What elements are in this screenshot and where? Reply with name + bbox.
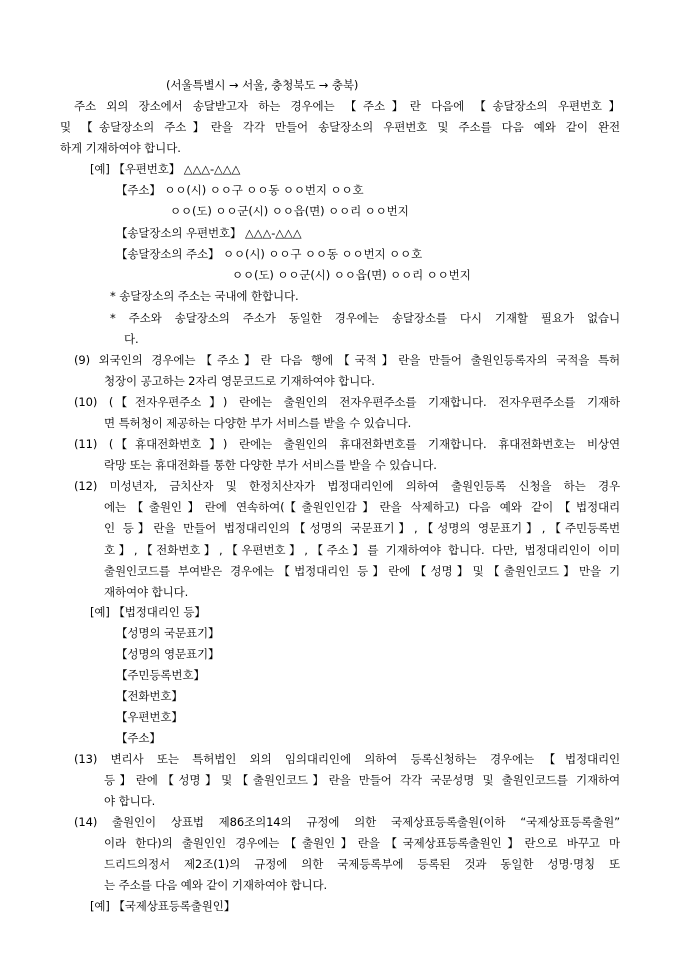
region-abbrev-note: (서울특별시 → 서울, 충청북도 → 충북) — [166, 78, 359, 92]
example-address-line: ㅇㅇ(도) ㅇㅇ군(시) ㅇㅇ읍(면) ㅇㅇ리 ㅇㅇ번지 — [170, 204, 409, 218]
example-legal-rep-heading: [예] 【법정대리인 등】 — [90, 605, 206, 619]
note-item: * 주소와 송달장소의 주소가 동일한 경우에는 송달장소를 다시 기재할 필요가 없습니 — [110, 311, 620, 325]
list-item-12: 출원인코드를 부여받은 경우에는【법정대리인 등】란에【성명】및【출원인코드】만을 기 — [104, 564, 620, 578]
list-item-14: 는 주소를 다음 예와 같이 기재하여야 합니다. — [104, 878, 328, 892]
list-item-13: 야 합니다. — [104, 794, 156, 808]
list-item-11: 락망 또는 휴대전화를 통한 다양한 부가 서비스를 받을 수 있습니다. — [104, 458, 437, 472]
list-item-14: (14) 출원인이 상표법 제86조의14의 규정에 의한 국제상표등록출원(이하 “국제상표등록출원” — [74, 815, 620, 829]
delivery-paragraph-line: 및 【송달장소의 주소】란을 각각 만들어 송달장소의 우편번호 및 주소를 다음 예와 같이 완전 — [60, 120, 620, 134]
list-item-11: (11) (【휴대전화번호】) 란에는 출원인의 휴대전화번호를 기재합니다. 휴대전화번호는 비상연 — [74, 437, 620, 451]
example-delivery-postal-code: 【송달장소의 우편번호】 △△△-△△△ — [116, 226, 302, 240]
list-item-12: 재하여야 합니다. — [104, 585, 189, 599]
list-item-12: 에는【출원인】란에 연속하여(【출원인인감】란을 삭제하고) 다음 예와 같이【법정대리 — [104, 500, 620, 514]
example-address-line: 【주소】 ㅇㅇ(시) ㅇㅇ구 ㅇㅇ동 ㅇㅇ번지 ㅇㅇ호 — [116, 183, 364, 197]
example-delivery-address-line: 【송달장소의 주소】 ㅇㅇ(시) ㅇㅇ구 ㅇㅇ동 ㅇㅇ번지 ㅇㅇ호 — [116, 247, 423, 261]
list-item-14: 드리드의정서 제2조(1)의 규정에 의한 국제등록부에 등록된 것과 동일한 성명·명칭 또 — [104, 857, 620, 871]
delivery-paragraph-line: 주소 외의 장소에서 송달받고자 하는 경우에는 【주소】란 다음에 【송달장소의 우편번호】 — [74, 99, 620, 113]
list-item-12: (12) 미성년자, 금치산자 및 한정치산자가 법정대리인에 의하여 출원인등록 신청을 하는 경우 — [74, 479, 620, 493]
list-item-12: 인 등】란을 만들어 법정대리인의【성명의 국문표기】,【성명의 영문표기】,【주민등록번 — [104, 521, 620, 535]
example-intl-applicant-heading: [예] 【국제상표등록출원인】 — [90, 899, 236, 913]
example-postal-code: [예] 【우편번호】 △△△-△△△ — [90, 162, 241, 176]
example-legal-rep-field: 【주소】 — [116, 731, 161, 745]
list-item-12: 호】,【전화번호】,【우편번호】,【주소】를 기재하여야 합니다. 다만, 법정대리인이 이미 — [104, 543, 620, 557]
list-item-9: 청장이 공고하는 2자리 영문코드로 기재하여야 합니다. — [104, 374, 375, 388]
example-legal-rep-field: 【우편번호】 — [116, 710, 183, 724]
list-item-13: (13) 변리사 또는 특허법인 외의 임의대리인에 의하여 등록신청하는 경우에는【법정대리인 — [74, 752, 620, 766]
example-delivery-address-line: ㅇㅇ(도) ㅇㅇ군(시) ㅇㅇ읍(면) ㅇㅇ리 ㅇㅇ번지 — [232, 268, 471, 282]
list-item-14: 이라 한다)의 출원인인 경우에는【출원인】란을【국제상표등록출원인】란으로 바꾸고 마 — [104, 836, 620, 850]
list-item-9: (9) 외국인의 경우에는【주소】란 다음 행에【국적】란을 만들어 출원인등록자의 국적을 특허 — [74, 353, 620, 367]
note-item: * 송달장소의 주소는 국내에 한합니다. — [110, 289, 299, 303]
list-item-10: 면 특허청이 제공하는 다양한 부가 서비스를 받을 수 있습니다. — [104, 416, 412, 430]
example-legal-rep-field: 【성명의 국문표기】 — [116, 626, 220, 640]
list-item-13: 등】란에【성명】및【출원인코드】란을 만들어 각각 국문성명 및 출원인코드를 기재하여 — [104, 773, 620, 787]
list-item-10: (10) (【전자우편주소】) 란에는 출원인의 전자우편주소를 기재합니다. 전자우편주소를 기재하 — [74, 395, 620, 409]
example-legal-rep-field: 【전화번호】 — [116, 689, 183, 703]
delivery-paragraph-line: 하게 기재하여야 합니다. — [60, 141, 181, 155]
example-legal-rep-field: 【주민등록번호】 — [116, 668, 205, 682]
example-legal-rep-field: 【성명의 영문표기】 — [116, 647, 220, 661]
note-item: 다. — [124, 332, 139, 346]
